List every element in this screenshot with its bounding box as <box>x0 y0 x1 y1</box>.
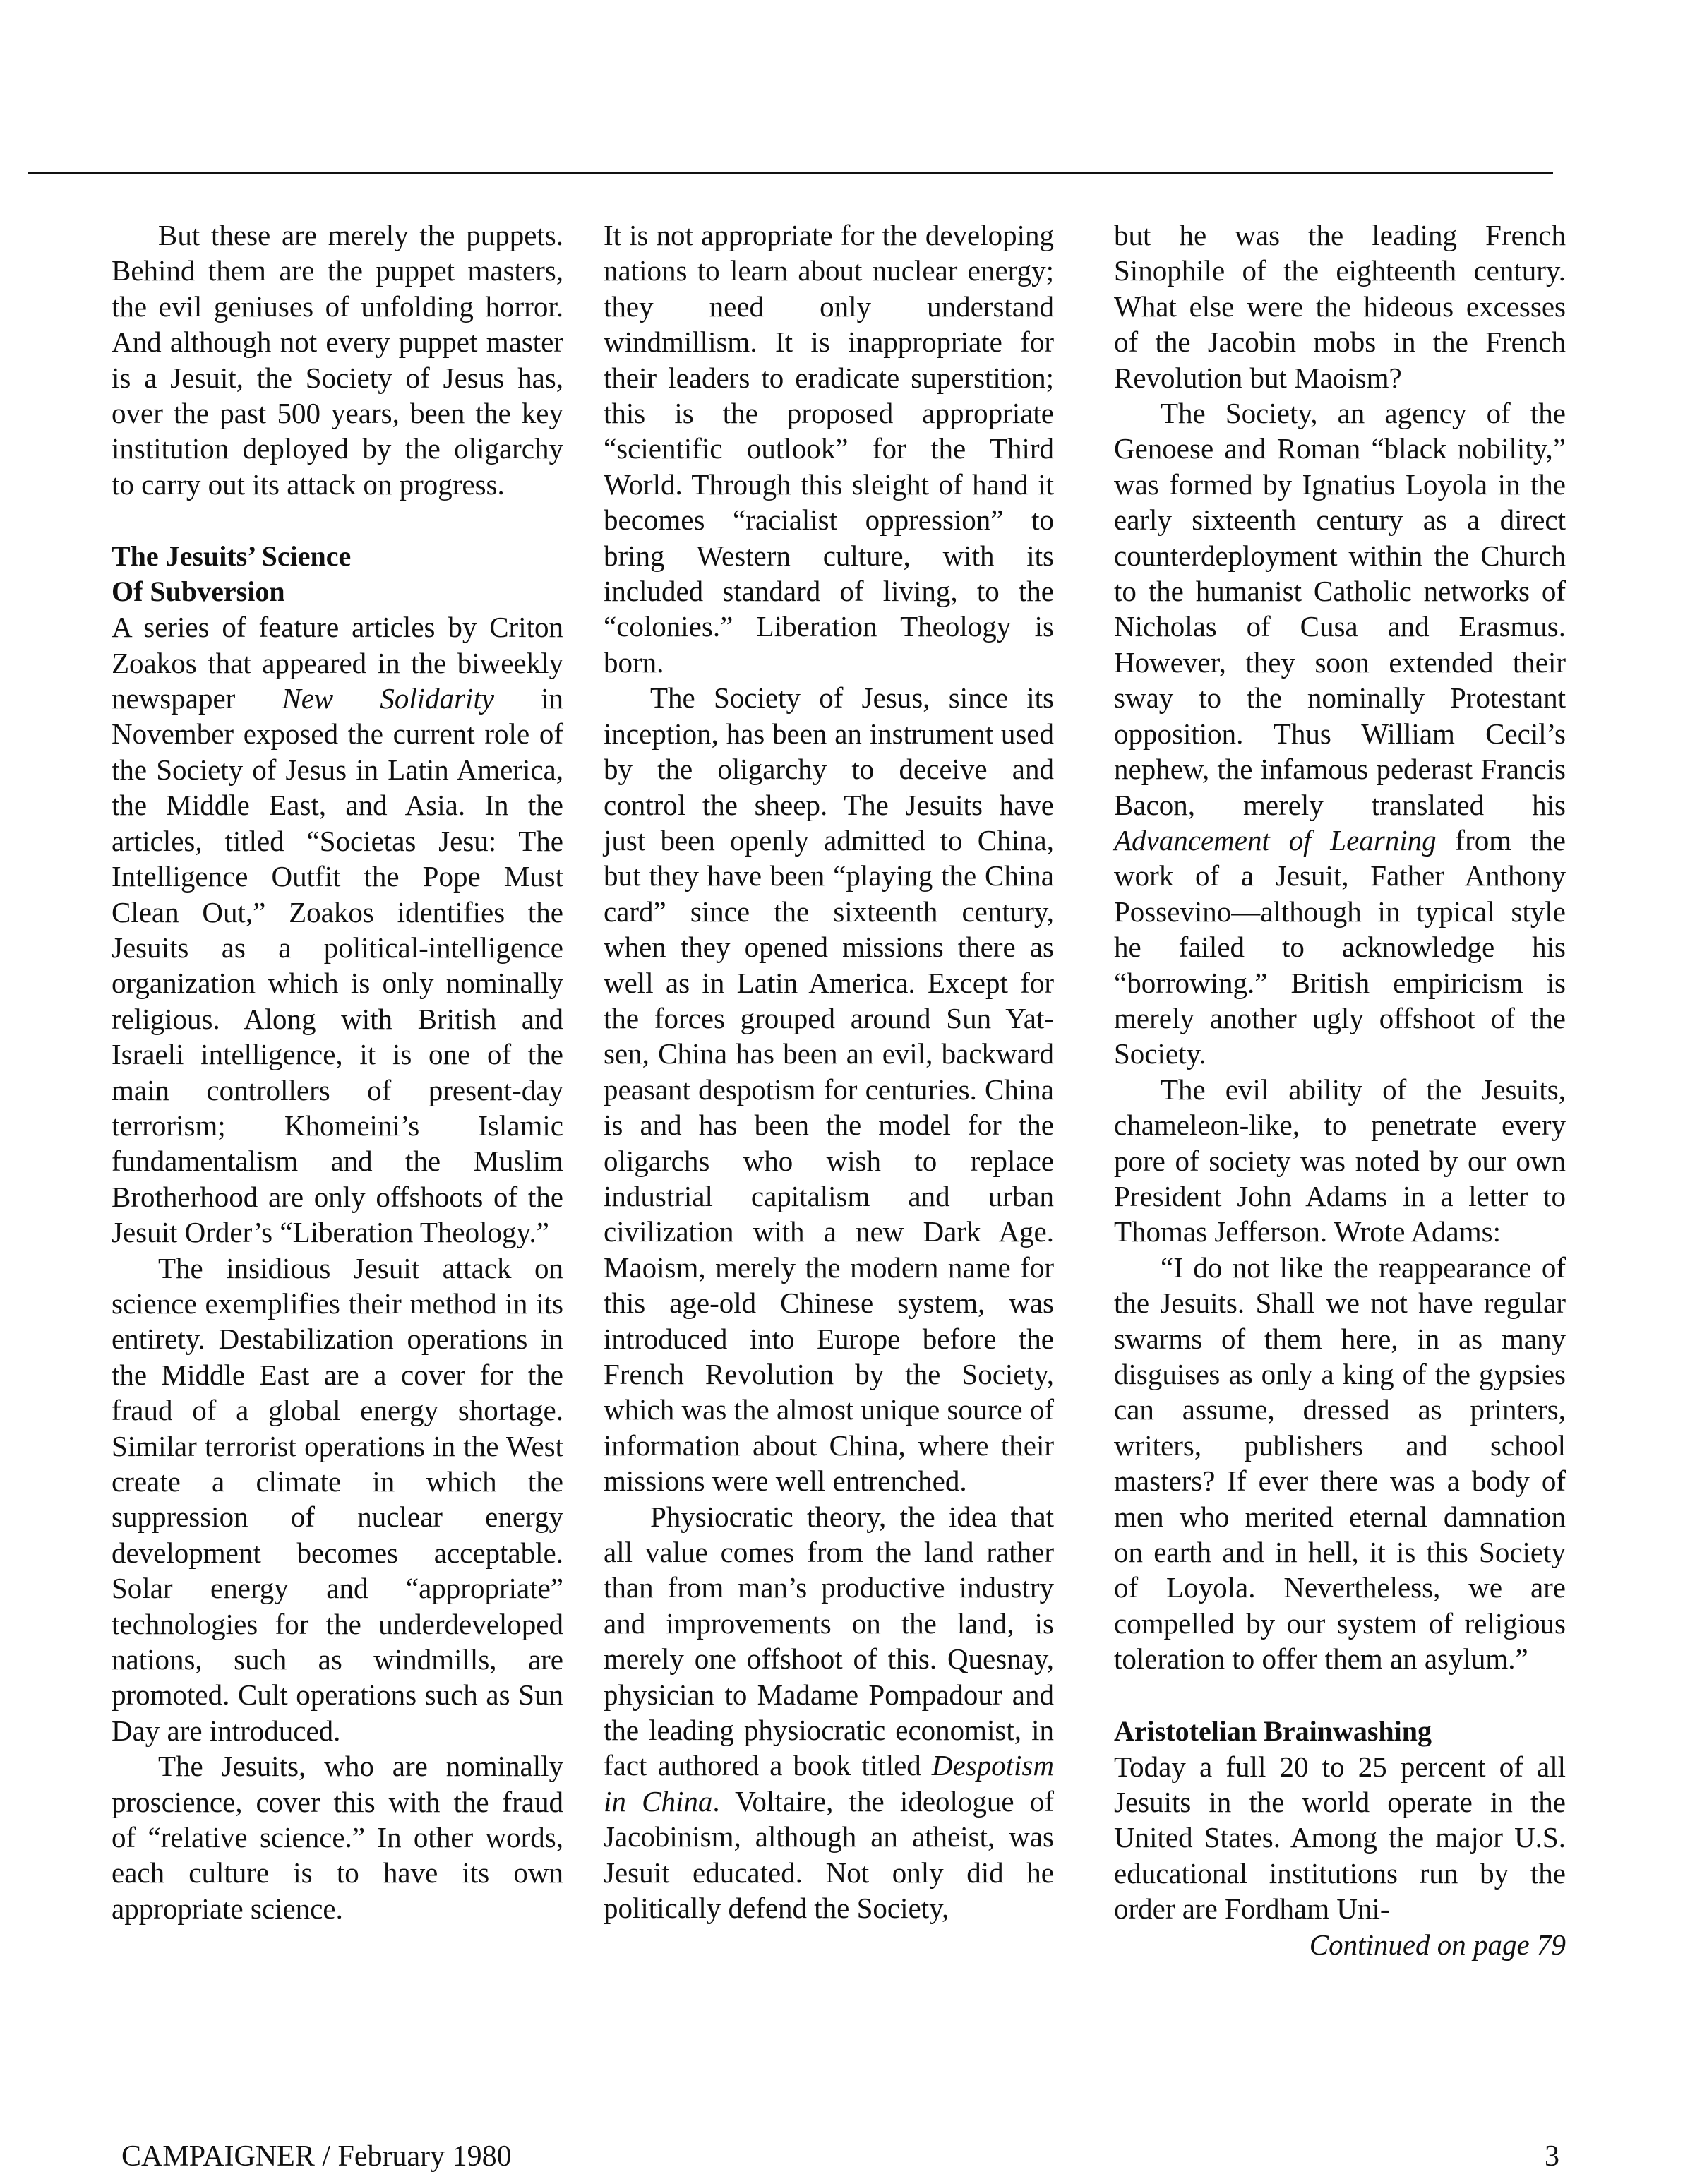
paragraph <box>604 1499 1054 1926</box>
paragraph-text: in November exposed the current role of the Society of Jesus in Latin America, the Middle East, and Asia. In the articles, titled “Societas Jesu: The Intelligence Outfit the Pope Must Clean Out,” Zoakos identifies the Jesuits as a political-intelligence organization which is only nominally religious. Along with British and Israeli intelligence, it is one of the main controllers of present-day terrorism; Khomeini’s Islamic fundamentalism and the Muslim Brotherhood are only offshoots of the Jesuit Order’s “Liberation Theology.” <box>112 682 563 1249</box>
quote-paragraph: “I do not like the reappearance of the Jesuits. Shall we not have regular swarms of them here, in as many disguises as only a king of the gypsies can assume, dressed as printers, writers, publishers and school masters? If ever there was a body of men who merited eternal damnation on earth and in hell, it is this Society of Loyola. Nevertheless, we are compelled by our system of religious toleration to offer them an asylum.” <box>1114 1251 1566 1676</box>
paragraph: But these are merely the puppets. Behind them are the puppet masters, the evil geniuses of unfolding horror. And although not every puppet master is a Jesuit, the Society of Jesus has, over the past 500 years, been the key institution deployed by the oligarchy to carry out its attack on progress. <box>112 219 563 501</box>
section-heading: Aristotelian Brainwashing <box>1114 1714 1432 1747</box>
paragraph: Today a full 20 to 25 percent of all Jesuits in the world operate in the United States. Among the major U.S. educational institutions run by the order are Fordham Uni- <box>1114 1750 1566 1926</box>
article-column-2 <box>604 217 1054 1926</box>
continued-note: Continued on page 79 <box>1309 1928 1566 1961</box>
paragraph: It is not appropriate for the developing nations to learn about nuclear energy; they need only understand windmillism. It is inappropriate for their leaders to eradicate superstition; this is the proposed appropriate “scientific outlook” for the Third World. Through this sleight of hand it becomes “racialist oppression” to bring Western culture, with its included standard of living, to the “colonies.” Liberation Theology is born. <box>604 219 1054 679</box>
paragraph: The insidious Jesuit attack on science exemplifies their method in its entirety. Destabilization operations in the Middle East are a cover for the fraud of a global energy shortage. Similar terrorist operations in the West create a climate in which the suppression of nuclear energy development becomes acceptable. Solar energy and “appropriate” technologies for the underdeveloped nations, such as windmills, are promoted. Cult operations such as Sun Day are introduced. <box>112 1251 563 1747</box>
section-heading <box>112 539 563 609</box>
paragraph <box>112 609 563 1250</box>
paragraph: The evil ability of the Jesuits, chameleon-like, to penetrate every pore of society was noted by our own President John Adams in a letter to Thomas Jefferson. Wrote Adams: <box>1114 1073 1566 1248</box>
article-column-1 <box>112 217 563 1926</box>
paragraph-text: Physiocratic theory, the idea that all value comes from the land rather than from man’s productive industry and improvements on the land, is merely one offshoot of this. Quesnay, physician to Madame Pompadour and the leading physiocratic economist, in fact authored a book titled <box>604 1500 1054 1782</box>
paragraph: but he was the leading French Sinophile of the eighteenth century. What else were the hideous excesses of the Jacobin mobs in the French Revolution but Maoism? <box>1114 219 1566 394</box>
article-column-3 <box>1114 217 1566 1962</box>
paragraph-text: . Voltaire, the ideologue of Jacobinism, although an atheist, was Jesuit educated. Not only did he politically defend the Society, <box>604 1784 1054 1925</box>
heading-line: The Jesuits’ Science <box>112 540 352 573</box>
paragraph-text: The Society, an agency of the Genoese and Roman “black nobility,” was formed by Ignatius Loyola in the early sixteenth century as a direct counterdeployment within the Church to the humanist Catholic networks of Nicholas of Cusa and Erasmus. However, they soon extended their sway to the nominally Protestant opposition. Thus William Cecil’s nephew, the infamous pederast Francis Bacon, merely translated his <box>1114 397 1566 821</box>
header-rule <box>28 172 1553 174</box>
paragraph <box>1114 395 1566 1072</box>
heading-line: Of Subversion <box>112 575 285 608</box>
book-title: Advancement of Learning <box>1114 823 1437 857</box>
page-number: 3 <box>1545 2140 1559 2173</box>
book-title: Despotism in China <box>604 1749 1054 1818</box>
paragraph: The Society of Jesus, since its inception, has been an instrument used by the oligarchy to deceive and control the sheep. The Jesuits have just been openly admitted to China, but they have been “playing the China card” since the sixteenth century, when they opened missions there as well as in Latin America. Except for the forces grouped around Sun Yat-sen, China has been an evil, backward peasant despotism for centuries. China is and has been the model for the oligarchs who wish to replace industrial capitalism and urban civilization with a new Dark Age. Maoism, merely the modern name for this age-old Chinese system, was introduced into Europe before the French Revolution by the Society, which was the almost unique source of information about China, where their missions were well entrenched. <box>604 681 1054 1498</box>
paragraph: The Jesuits, who are nominally proscience, cover this with the fraud of “relative science.” In other words, each culture is to have its own appropriate science. <box>112 1750 563 1925</box>
publication-title: New Solidarity <box>282 682 495 715</box>
publication-footer: CAMPAIGNER / February 1980 <box>121 2140 512 2173</box>
paragraph-text: A series of feature articles by Criton Zoakos that appeared in the biweekly newspaper <box>112 611 563 715</box>
paragraph-text: from the work of a Jesuit, Father Anthony Possevino—although in typical style he failed to acknowledge his “borrowing.” British empiricism is merely another ugly offshoot of the Society. <box>1114 823 1566 1070</box>
